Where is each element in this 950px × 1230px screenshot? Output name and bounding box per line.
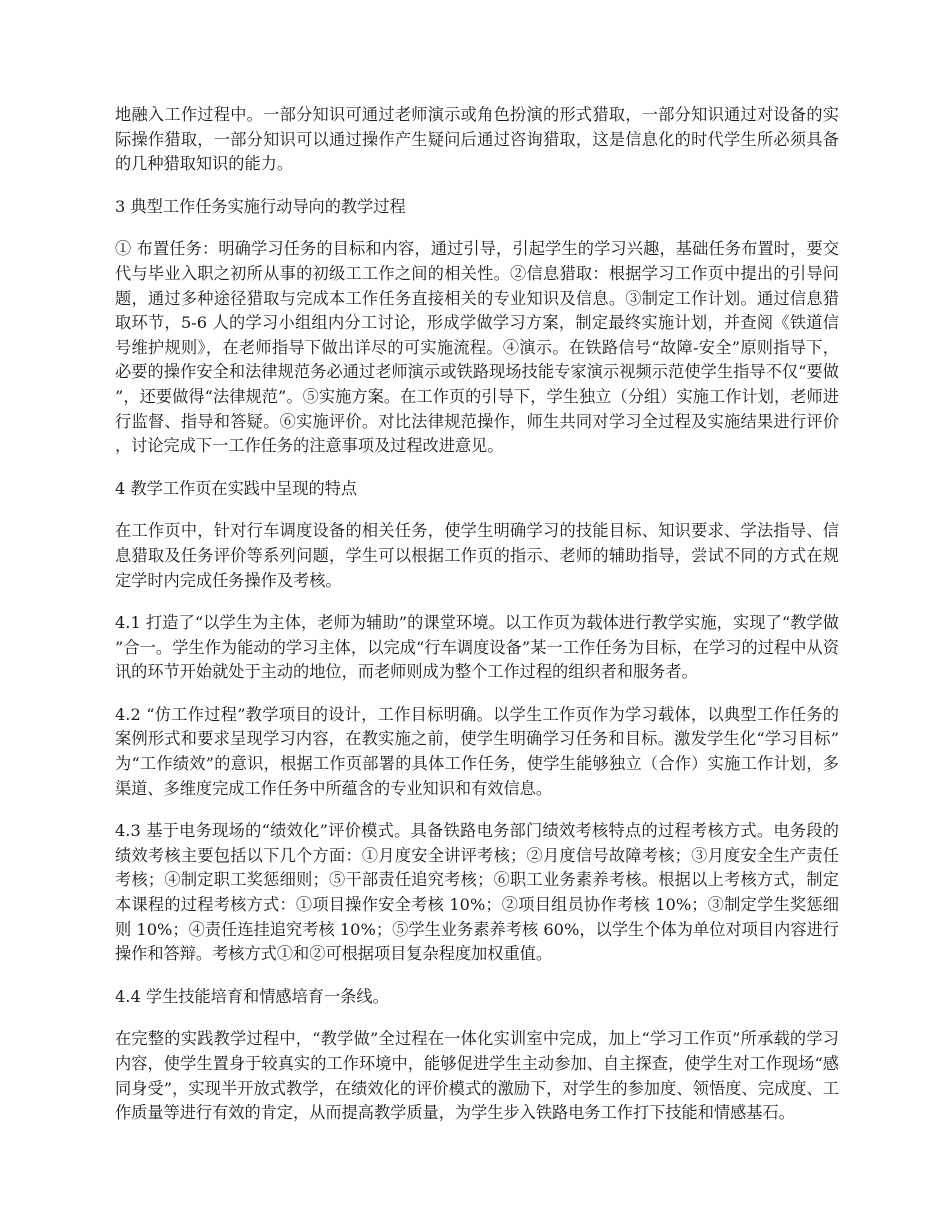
section-heading-4: 4 教学工作页在实践中呈现的特点 xyxy=(115,478,358,498)
document-page xyxy=(115,103,839,1144)
paragraph-skills-and-emotion: 在完整的实践教学过程中，“教学做”全过程在一体化实训室中完成，加上“学习工作页”所承载的学习内容，使学生置身于较真实的工作环境中，能够促进学生主动参加、自主探查，使学生对工作现场“感同身受”，实现半开放式教学，在绩效化的评价模式的激励下，对学生的参加度、领悟度、完成度、工作质量等进行有效的肯定，从而提高教学质量，为学生步入铁路电务工作打下技能和情感基石。 xyxy=(115,1029,839,1123)
paragraph-4-2: 4.2 “仿工作过程”教学项目的设计，工作目标明确。以学生工作页作为学习载体，以典型工作任务的案例形式和要求呈现学习内容，在教实施之前，使学生明确学习任务和目标。激发学生化“学习目标”为“工作绩效”的意识，根据工作页部署的具体工作任务，使学生能够独立（合作）实施工作计划，多渠道、多维度完成工作任务中所蕴含的专业知识和有效信息。 xyxy=(115,704,839,798)
section-heading-4-4: 4.4 学生技能培育和情感培育一条线。 xyxy=(115,986,389,1006)
paragraph-4-3: 4.3 基于电务现场的“绩效化”评价模式。具备铁路电务部门绩效考核特点的过程考核方式。电务段的绩效考核主要包括以下几个方面：①月度安全讲评考核；②月度信号故障考核；③月度安全生产责任考核；④制定职工奖惩细则；⑤干部责任追究考核；⑥职工业务素养考核。根据以上考核方式，制定本课程的过程考核方式：①项目操作安全考核 10%；②项目组员协作考核 10%；③制定学生奖惩细则 10%；④责任连挂追究考核 10%；⑤学生业务素养考核 60%，以学生个体为单位对项目内容进行操作和答辩。考核方式①和②可根据项目复杂程度加权重值。 xyxy=(115,821,839,964)
paragraph-worksheet-features: 在工作页中，针对行车调度设备的相关任务，使学生明确学习的技能目标、知识要求、学法指导、信息猎取及任务评价等系列问题，学生可以根据工作页的指示、老师的辅助指导，尝试不同的方式在规定学时内完成任务操作及考核。 xyxy=(115,521,839,590)
paragraph-knowledge-acquisition: 地融入工作过程中。一部分知识可通过老师演示或角色扮演的形式猎取，一部分知识通过对设备的实际操作猎取，一部分知识可以通过操作产生疑问后通过咨询猎取，这是信息化的时代学生所必须具备的几种猎取知识的能力。 xyxy=(115,105,839,174)
section-heading-3: 3 典型工作任务实施行动导向的教学过程 xyxy=(115,196,406,216)
paragraph-teaching-process: ① 布置任务：明确学习任务的目标和内容，通过引导，引起学生的学习兴趣，基础任务布置时，要交代与毕业入职之初所从事的初级工工作之间的相关性。②信息猎取：根据学习工作页中提出的引导问题，通过多种途径猎取与完成本工作任务直接相关的专业知识及信息。③制定工作计划。通过信息猎取环节，5-6 人的学习小组组内分工讨论，形成学做学习方案，制定最终实施计划，并查阅《铁道信号维护规则》，在老师指导下做出详尽的可实施流程。④演示。在铁路信号“故障-安全”原则指导下，必要的操作安全和法律规范务必通过老师演示或铁路现场技能专家演示视频示范使学生指导不仅“要做”，还要做得“法律规范”。⑤实施方案。在工作页的引导下，学生独立（分组）实施工作计划，老师进行监督、指导和答疑。⑥实施评价。对比法律规范操作，师生共同对学习全过程及实施结果进行评价，讨论完成下一工作任务的注意事项及过程改进意见。 xyxy=(115,239,839,456)
paragraph-4-1: 4.1 打造了“以学生为主体，老师为辅助”的课堂环境。以工作页为载体进行教学实施，实现了“教学做”合一。学生作为能动的学习主体，以完成“行车调度设备”某一工作任务为目标，在学习的过程中从资讯的环节开始就处于主动的地位，而老师则成为整个工作过程的组织者和服务者。 xyxy=(115,613,839,682)
